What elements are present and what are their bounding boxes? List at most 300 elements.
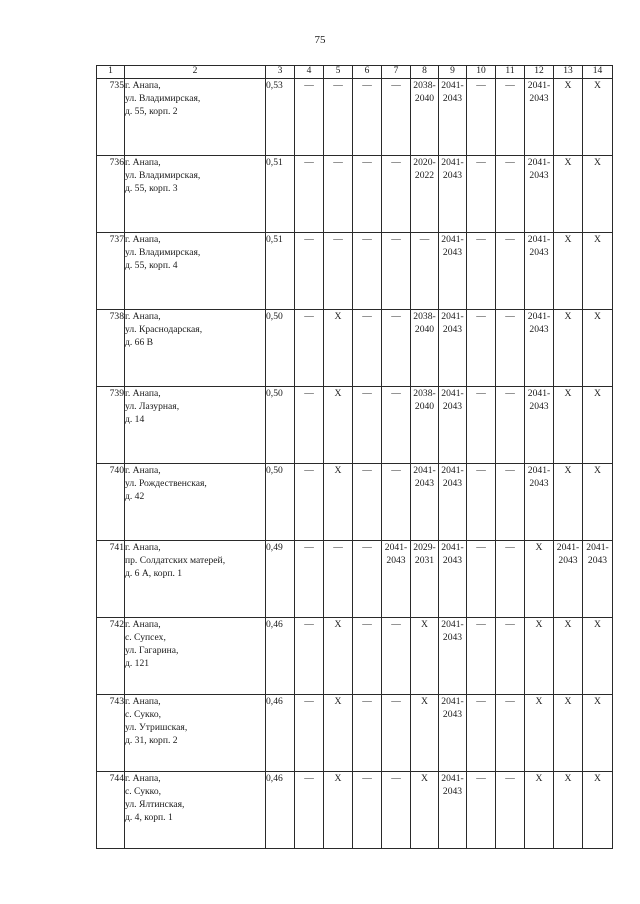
- cell-value: —: [333, 542, 343, 553]
- value-cell: [525, 233, 554, 310]
- value-cell: [324, 695, 353, 772]
- value-cell: [467, 464, 496, 541]
- value-cell: [583, 772, 613, 849]
- address-line: д. 55, корп. 4: [125, 260, 178, 271]
- area-cell: 0,51: [266, 233, 295, 310]
- area-cell: 0,46: [266, 695, 295, 772]
- cell-value: —: [391, 234, 401, 245]
- address-cell: [125, 695, 266, 772]
- address-line: ул. Краснодарская,: [125, 324, 203, 335]
- address-line: ул. Владимирская,: [125, 247, 201, 258]
- header-row: [97, 66, 613, 79]
- value-cell: [411, 618, 439, 695]
- value-cell: [295, 772, 324, 849]
- table-row: [97, 695, 613, 772]
- address-line: г. Анапа,: [125, 542, 161, 553]
- value-cell: [382, 310, 411, 387]
- address-line: д. 55, корп. 2: [125, 106, 178, 117]
- cell-value: —: [419, 234, 430, 245]
- address-line: ул. Гагарина,: [125, 645, 179, 656]
- cell-value: X: [334, 619, 342, 630]
- row-number: 743: [97, 695, 125, 772]
- value-cell: [496, 156, 525, 233]
- cell-value: 2041-2043: [527, 465, 551, 489]
- column-header: 13: [554, 66, 583, 79]
- value-cell: [324, 541, 353, 618]
- value-cell: [554, 464, 583, 541]
- cell-value: 2020-2022: [413, 157, 436, 181]
- value-cell: [496, 233, 525, 310]
- cell-value: —: [362, 542, 372, 553]
- value-cell: [324, 79, 353, 156]
- cell-value: —: [505, 619, 515, 630]
- value-cell: [382, 233, 411, 310]
- table-row: [97, 618, 613, 695]
- cell-value: —: [505, 234, 515, 245]
- address-line: д. 42: [125, 491, 145, 502]
- cell-value: X: [421, 773, 428, 784]
- value-cell: [439, 156, 467, 233]
- address-cell: [125, 387, 266, 464]
- value-cell: [353, 464, 382, 541]
- cell-value: 2041-2043: [441, 773, 464, 797]
- column-header: 11: [496, 66, 525, 79]
- address-line: г. Анапа,: [125, 234, 161, 245]
- value-cell: [467, 79, 496, 156]
- cell-value: —: [304, 542, 314, 553]
- cell-value: —: [304, 234, 314, 245]
- value-cell: [554, 233, 583, 310]
- cell-value: 2041-2043: [556, 542, 580, 566]
- cell-value: X: [334, 465, 342, 476]
- value-cell: [324, 464, 353, 541]
- value-cell: [353, 541, 382, 618]
- address-cell: [125, 79, 266, 156]
- value-cell: [295, 79, 324, 156]
- table-row: [97, 772, 613, 849]
- value-cell: [439, 464, 467, 541]
- value-cell: [411, 233, 439, 310]
- cell-value: 2029-2031: [413, 542, 436, 566]
- value-cell: [439, 387, 467, 464]
- table-row: [97, 387, 613, 464]
- cell-value: X: [535, 542, 543, 553]
- cell-value: X: [421, 696, 428, 707]
- value-cell: [525, 387, 554, 464]
- table-row: [97, 464, 613, 541]
- cell-value: 2041-2043: [384, 542, 408, 566]
- cell-value: X: [594, 773, 601, 784]
- value-cell: [525, 310, 554, 387]
- cell-value: 2038-2040: [413, 80, 436, 104]
- value-cell: [324, 156, 353, 233]
- value-cell: [353, 618, 382, 695]
- value-cell: [525, 156, 554, 233]
- cell-value: 2041-2043: [441, 311, 464, 335]
- cell-value: —: [304, 696, 314, 707]
- area-cell: 0,50: [266, 387, 295, 464]
- address-line: д. 4, корп. 1: [125, 812, 173, 823]
- value-cell: [554, 387, 583, 464]
- value-cell: [382, 387, 411, 464]
- cell-value: X: [594, 311, 601, 322]
- value-cell: [554, 695, 583, 772]
- cell-value: X: [564, 388, 572, 399]
- cell-value: —: [505, 388, 515, 399]
- row-number: 738: [97, 310, 125, 387]
- value-cell: [525, 618, 554, 695]
- cell-value: 2038-2040: [413, 311, 436, 335]
- address-line: д. 121: [125, 658, 150, 669]
- value-cell: [496, 310, 525, 387]
- cell-value: X: [594, 234, 601, 245]
- value-cell: [411, 156, 439, 233]
- value-cell: [583, 310, 613, 387]
- cell-value: 2041-2043: [441, 157, 464, 181]
- cell-value: X: [535, 696, 543, 707]
- column-header: 2: [125, 66, 266, 79]
- cell-value: —: [391, 311, 401, 322]
- column-header: 10: [467, 66, 496, 79]
- address-cell: [125, 156, 266, 233]
- value-cell: [353, 310, 382, 387]
- value-cell: [496, 618, 525, 695]
- value-cell: [439, 79, 467, 156]
- address-line: г. Анапа,: [125, 388, 161, 399]
- cell-value: 2041-2043: [527, 234, 551, 258]
- cell-value: —: [362, 157, 372, 168]
- cell-value: 2038-2040: [413, 388, 436, 412]
- cell-value: 2041-2043: [441, 234, 464, 258]
- cell-value: —: [391, 465, 401, 476]
- cell-value: —: [304, 619, 314, 630]
- value-cell: [467, 387, 496, 464]
- row-number: 741: [97, 541, 125, 618]
- row-number: 735: [97, 79, 125, 156]
- value-cell: [583, 695, 613, 772]
- cell-value: —: [476, 773, 486, 784]
- housing-registry-table: [96, 65, 613, 849]
- cell-value: —: [505, 80, 515, 91]
- area-cell: 0,53: [266, 79, 295, 156]
- value-cell: [382, 541, 411, 618]
- address-line: г. Анапа,: [125, 773, 161, 784]
- cell-value: X: [535, 619, 543, 630]
- value-cell: [439, 541, 467, 618]
- value-cell: [439, 618, 467, 695]
- cell-value: X: [564, 696, 572, 707]
- value-cell: [411, 464, 439, 541]
- cell-value: X: [421, 619, 428, 630]
- cell-value: —: [304, 311, 314, 322]
- address-cell: [125, 310, 266, 387]
- cell-value: —: [505, 157, 515, 168]
- value-cell: [295, 156, 324, 233]
- area-cell: 0,50: [266, 310, 295, 387]
- address-line: ул. Лазурная,: [125, 401, 180, 412]
- cell-value: —: [362, 619, 372, 630]
- value-cell: [411, 387, 439, 464]
- value-cell: [382, 79, 411, 156]
- value-cell: [525, 772, 554, 849]
- address-line: ул. Владимирская,: [125, 93, 201, 104]
- address-line: ул. Рождественская,: [125, 478, 207, 489]
- row-number: 740: [97, 464, 125, 541]
- row-number: 744: [97, 772, 125, 849]
- address-line: д. 6 А, корп. 1: [125, 568, 183, 579]
- address-line: г. Анапа,: [125, 696, 161, 707]
- value-cell: [439, 695, 467, 772]
- address-line: с. Сукко,: [125, 709, 162, 720]
- cell-value: X: [334, 696, 342, 707]
- cell-value: —: [362, 465, 372, 476]
- value-cell: [554, 156, 583, 233]
- cell-value: —: [362, 80, 372, 91]
- value-cell: [353, 79, 382, 156]
- cell-value: X: [594, 465, 601, 476]
- value-cell: [382, 618, 411, 695]
- cell-value: X: [334, 388, 342, 399]
- column-header: 5: [324, 66, 353, 79]
- value-cell: [411, 541, 439, 618]
- value-cell: [295, 387, 324, 464]
- cell-value: —: [362, 388, 372, 399]
- cell-value: —: [304, 80, 314, 91]
- value-cell: [382, 772, 411, 849]
- cell-value: —: [476, 234, 486, 245]
- area-cell: 0,46: [266, 618, 295, 695]
- address-line: ул. Владимирская,: [125, 170, 201, 181]
- cell-value: —: [391, 157, 401, 168]
- cell-value: —: [476, 696, 486, 707]
- value-cell: [525, 541, 554, 618]
- cell-value: 2041-2043: [441, 619, 464, 643]
- value-cell: [525, 695, 554, 772]
- address-line: г. Анапа,: [125, 465, 161, 476]
- value-cell: [353, 772, 382, 849]
- cell-value: —: [476, 80, 486, 91]
- cell-value: —: [505, 696, 515, 707]
- cell-value: —: [505, 465, 515, 476]
- cell-value: —: [362, 773, 372, 784]
- cell-value: 2041-2043: [441, 465, 464, 489]
- column-header: 8: [411, 66, 439, 79]
- cell-value: —: [505, 311, 515, 322]
- value-cell: [295, 541, 324, 618]
- address-cell: [125, 233, 266, 310]
- value-cell: [583, 464, 613, 541]
- row-number: 736: [97, 156, 125, 233]
- table-row: [97, 541, 613, 618]
- column-header: 1: [97, 66, 125, 79]
- value-cell: [496, 464, 525, 541]
- cell-value: 2041-2043: [441, 542, 464, 566]
- address-cell: [125, 464, 266, 541]
- cell-value: 2041-2043: [413, 465, 436, 489]
- value-cell: [554, 310, 583, 387]
- value-cell: [554, 541, 583, 618]
- table-body: [97, 79, 613, 849]
- address-line: ул. Ялтинская,: [125, 799, 185, 810]
- cell-value: X: [594, 696, 601, 707]
- page-number: 75: [314, 34, 326, 46]
- value-cell: [525, 464, 554, 541]
- value-cell: [525, 79, 554, 156]
- value-cell: [496, 541, 525, 618]
- cell-value: —: [304, 388, 314, 399]
- value-cell: [467, 695, 496, 772]
- cell-value: —: [362, 234, 372, 245]
- column-header: 6: [353, 66, 382, 79]
- cell-value: —: [505, 773, 515, 784]
- value-cell: [496, 772, 525, 849]
- address-line: г. Анапа,: [125, 311, 161, 322]
- value-cell: [382, 464, 411, 541]
- cell-value: —: [476, 542, 486, 553]
- value-cell: [324, 387, 353, 464]
- value-cell: [353, 233, 382, 310]
- value-cell: [467, 618, 496, 695]
- cell-value: —: [304, 773, 314, 784]
- address-line: пр. Солдатских матерей,: [125, 555, 226, 566]
- value-cell: [554, 618, 583, 695]
- cell-value: —: [476, 311, 486, 322]
- column-header: 9: [439, 66, 467, 79]
- cell-value: —: [304, 465, 314, 476]
- value-cell: [353, 695, 382, 772]
- value-cell: [411, 79, 439, 156]
- address-line: г. Анапа,: [125, 80, 161, 91]
- cell-value: X: [594, 80, 601, 91]
- value-cell: [353, 156, 382, 233]
- row-number: 742: [97, 618, 125, 695]
- value-cell: [295, 233, 324, 310]
- value-cell: [467, 310, 496, 387]
- cell-value: X: [564, 234, 572, 245]
- address-line: с. Супсех,: [125, 632, 166, 643]
- value-cell: [554, 79, 583, 156]
- cell-value: —: [333, 80, 343, 91]
- value-cell: [295, 695, 324, 772]
- cell-value: —: [391, 388, 401, 399]
- address-cell: [125, 772, 266, 849]
- cell-value: X: [564, 619, 572, 630]
- address-line: д. 14: [125, 414, 145, 425]
- value-cell: [467, 156, 496, 233]
- value-cell: [411, 310, 439, 387]
- column-header: 4: [295, 66, 324, 79]
- address-line: д. 31, корп. 2: [125, 735, 178, 746]
- cell-value: —: [476, 157, 486, 168]
- cell-value: 2041-2043: [441, 696, 464, 720]
- column-header: 12: [525, 66, 554, 79]
- address-cell: [125, 618, 266, 695]
- address-line: с. Сукко,: [125, 786, 162, 797]
- value-cell: [554, 772, 583, 849]
- cell-value: —: [391, 773, 401, 784]
- value-cell: [583, 79, 613, 156]
- value-cell: [411, 695, 439, 772]
- value-cell: [353, 387, 382, 464]
- value-cell: [295, 618, 324, 695]
- value-cell: [496, 387, 525, 464]
- value-cell: [295, 310, 324, 387]
- value-cell: [439, 310, 467, 387]
- cell-value: X: [594, 157, 601, 168]
- column-header: 7: [382, 66, 411, 79]
- value-cell: [324, 772, 353, 849]
- value-cell: [583, 156, 613, 233]
- cell-value: 2041-2043: [527, 311, 551, 335]
- cell-value: X: [334, 773, 342, 784]
- row-number: 739: [97, 387, 125, 464]
- cell-value: 2041-2043: [586, 542, 609, 566]
- column-header: 3: [266, 66, 295, 79]
- cell-value: —: [362, 696, 372, 707]
- cell-value: —: [391, 696, 401, 707]
- value-cell: [467, 541, 496, 618]
- cell-value: —: [476, 619, 486, 630]
- value-cell: [583, 618, 613, 695]
- cell-value: X: [564, 157, 572, 168]
- value-cell: [496, 695, 525, 772]
- cell-value: —: [333, 157, 343, 168]
- area-cell: 0,51: [266, 156, 295, 233]
- area-cell: 0,50: [266, 464, 295, 541]
- value-cell: [324, 310, 353, 387]
- value-cell: [295, 464, 324, 541]
- table-row: [97, 79, 613, 156]
- column-header: 14: [583, 66, 613, 79]
- table-row: [97, 310, 613, 387]
- address-cell: [125, 541, 266, 618]
- cell-value: X: [564, 465, 572, 476]
- cell-value: X: [564, 311, 572, 322]
- value-cell: [583, 387, 613, 464]
- table-header: [97, 66, 613, 79]
- table-row: [97, 233, 613, 310]
- value-cell: [382, 156, 411, 233]
- cell-value: —: [333, 234, 343, 245]
- cell-value: X: [564, 80, 572, 91]
- cell-value: —: [304, 157, 314, 168]
- table-row: [97, 156, 613, 233]
- value-cell: [583, 233, 613, 310]
- value-cell: [496, 79, 525, 156]
- value-cell: [583, 541, 613, 618]
- value-cell: [382, 695, 411, 772]
- area-cell: 0,46: [266, 772, 295, 849]
- cell-value: —: [362, 311, 372, 322]
- value-cell: [467, 233, 496, 310]
- cell-value: X: [594, 619, 601, 630]
- cell-value: —: [505, 542, 515, 553]
- cell-value: —: [476, 388, 486, 399]
- cell-value: X: [334, 311, 342, 322]
- value-cell: [467, 772, 496, 849]
- address-line: д. 55, корп. 3: [125, 183, 178, 194]
- address-line: ул. Утришская,: [125, 722, 188, 733]
- value-cell: [439, 772, 467, 849]
- cell-value: 2041-2043: [527, 157, 551, 181]
- value-cell: [439, 233, 467, 310]
- row-number: 737: [97, 233, 125, 310]
- address-line: г. Анапа,: [125, 157, 161, 168]
- cell-value: —: [391, 619, 401, 630]
- cell-value: X: [594, 388, 601, 399]
- cell-value: X: [564, 773, 572, 784]
- area-cell: 0,49: [266, 541, 295, 618]
